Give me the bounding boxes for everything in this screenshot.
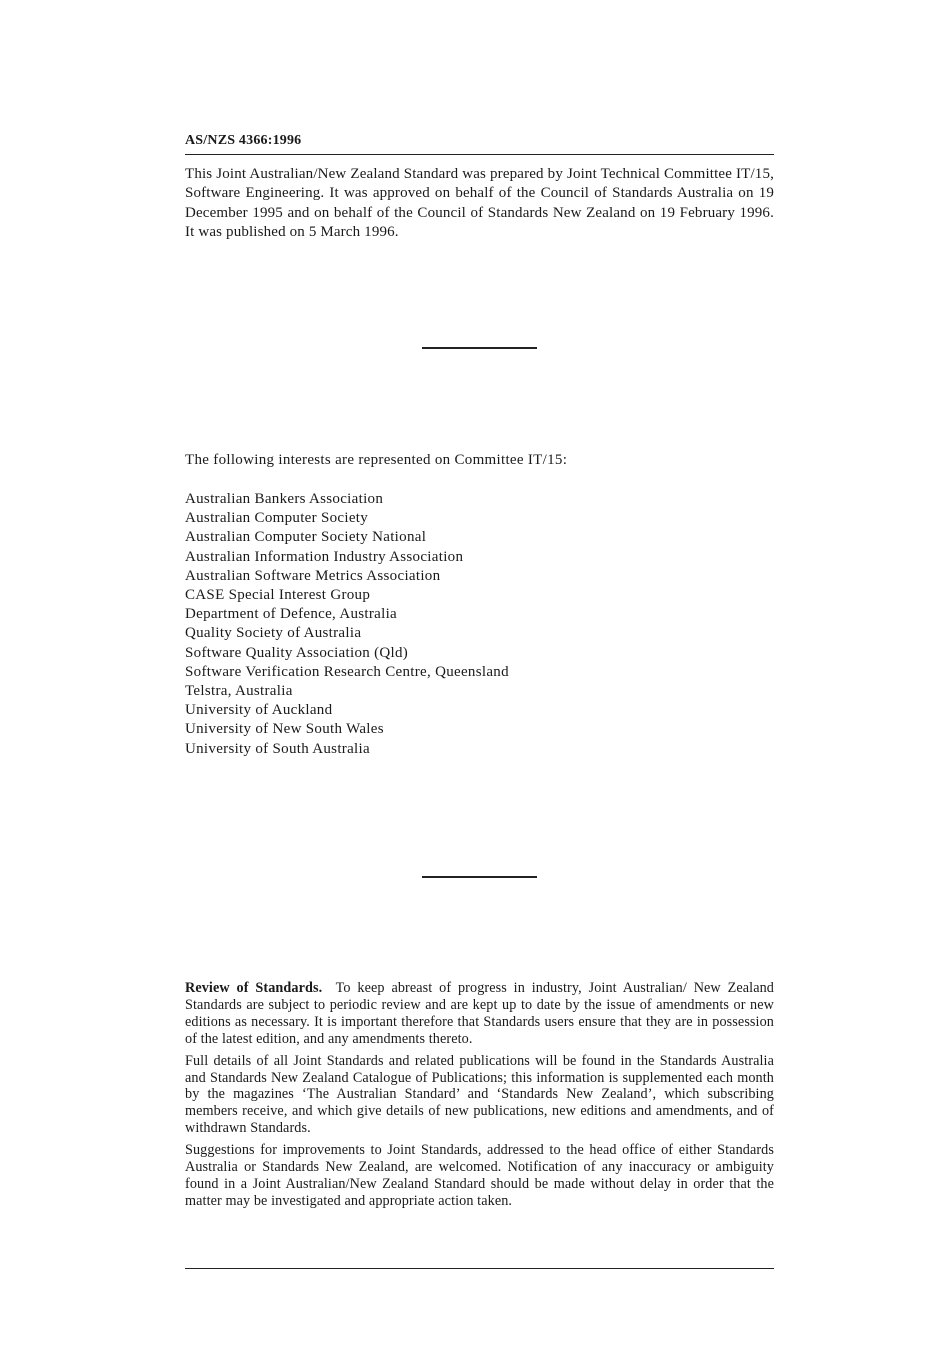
list-item: Australian Bankers Association xyxy=(185,491,384,507)
list-item: Australian Information Industry Association xyxy=(185,548,464,565)
list-item: Australian Software Metrics Association xyxy=(185,567,441,584)
committee-intro: The following interests are represented on Committee IT/15: xyxy=(185,452,568,468)
review-paragraph-1 xyxy=(185,980,774,1048)
list-item: University of South Australia xyxy=(185,740,370,757)
preparation-statement: This Joint Australian/New Zealand Standard was prepared by Joint Technical Committee IT/15, Software Engineering. It was approved on behalf of the Council of Standards Australia on 19 December 1995 and on behalf of the Council of Standards New Zealand on 19 February 1996. It was published on 5 March 1996. xyxy=(185,166,774,240)
review-of-standards xyxy=(185,980,774,1215)
section-divider xyxy=(422,347,537,349)
committee-interests-list xyxy=(185,490,509,759)
section-divider xyxy=(422,876,537,878)
list-item: University of Auckland xyxy=(185,702,333,719)
list-item: Australian Computer Society xyxy=(185,510,369,527)
list-item: CASE Special Interest Group xyxy=(185,587,371,604)
review-paragraph-3: Suggestions for improvements to Joint Standards, addressed to the head office of either Standards Australia or Standards New Zealand, are welcomed. Notification of any inaccuracy or ambiguity found in a Joint Australian/New Zealand Standard should be made without delay in order that the matter may be investigated and appropriate action taken. xyxy=(185,1142,774,1209)
standard-id: AS/NZS 4366:1996 xyxy=(185,133,302,148)
list-item: Telstra, Australia xyxy=(185,683,293,700)
header-rule xyxy=(185,154,774,155)
list-item: Software Quality Association (Qld) xyxy=(185,644,409,661)
footer-rule xyxy=(185,1268,774,1269)
review-text-1: To keep abreast of progress in industry, Joint Australian/ New Zealand Standards are subject to periodic review and are kept up to date by the issue of amendments or new editions as necessary. It is important therefore that Standards users ensure that they are in possession of the latest edition, and any amendments thereto. xyxy=(185,980,774,1047)
list-item: University of New South Wales xyxy=(185,721,384,738)
list-item: Australian Computer Society National xyxy=(185,529,427,546)
list-item: Software Verification Research Centre, Queensland xyxy=(185,663,509,680)
list-item: Department of Defence, Australia xyxy=(185,606,398,623)
review-paragraph-2: Full details of all Joint Standards and related publications will be found in the Standards Australia and Standards New Zealand Catalogue of Publications; this information is supplemented each month by the magazines ‘The Australian Standard’ and ‘Standards New Zealand’, which subscribing members receive, and which give details of new publications, new editions and amendments, and of withdrawn Standards. xyxy=(185,1052,774,1137)
list-item: Quality Society of Australia xyxy=(185,625,362,642)
review-heading: Review of Standards. xyxy=(185,980,323,996)
document-page xyxy=(185,0,774,1345)
